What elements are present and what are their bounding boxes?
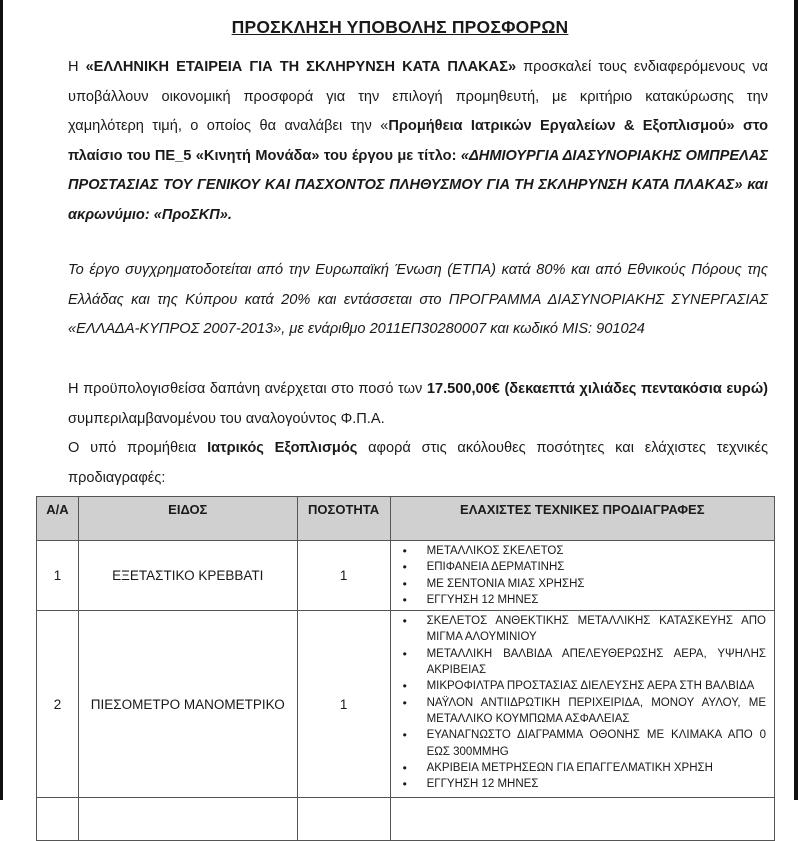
item-quantity [297, 798, 390, 841]
spec-item: • ΜΕ ΣΕΝΤΟΝΙΑ ΜΙΑΣ ΧΡΗΣΗΣ [401, 576, 766, 592]
budget-amount: 17.500,00€ (δεκαεπτά χιλιάδες πεντακόσια ευρώ) [426, 381, 769, 397]
column-header-item: ΕΙΔΟΣ [78, 497, 297, 541]
spec-item: • ΝΑΫΛΟΝ ΑΝΤΙΙΔΡΩΤΙΚΗ ΠΕΡΙΧΕΙΡΙΔΑ, ΜΟΝΟΥ ΑΥΛΟΥ, ΜΕ ΜΕΤΑΛΛΙΚΟ ΚΟΥΜΠΩΜΑ ΑΣΦΑΛΕΙΑΣ [401, 695, 766, 728]
item-name: ΠΙΕΣΟΜΕΤΡΟ ΜΑΝΟΜΕΤΡΙΚΟ [78, 611, 297, 798]
paragraph-line: Το έργο συγχρηματοδοτείται από την Ευρωπαϊκή Ένωση (ΕΤΠΑ) κατά 80% και από Εθνικούς Πόρους της [68, 262, 768, 278]
spec-item: • ΕΠΙΦΑΝΕΙΑ ΔΕΡΜΑΤΙΝΗΣ [401, 559, 766, 575]
funding-paragraph [68, 256, 768, 345]
paragraph-line: Ο υπό προμήθεια Ιατρικός Εξοπλισμός αφορά στις ακόλουθες ποσότητες και ελάχιστες τεχνικές [68, 440, 769, 456]
spec-item: • ΜΕΤΑΛΛΙΚΟΣ ΣΚΕΛΕΤΟΣ [401, 543, 766, 559]
page-title: ΠΡΟΣΚΛΗΣΗ ΥΠΟΒΟΛΗΣ ΠΡΟΣΦΟΡΩΝ [231, 17, 569, 37]
paragraph-line: προδιαγραφές: [68, 469, 166, 486]
project-acronym: ακρωνύμιο: «ΠροΣΚΠ». [68, 206, 232, 223]
item-quantity: 1 [297, 611, 390, 798]
spec-item: • ΑΚΡΙΒΕΙΑ ΜΕΤΡΗΣΕΩΝ ΓΙΑ ΕΠΑΓΓΕΛΜΑΤΙΚΗ ΧΡΗΣΗ [401, 760, 766, 776]
paragraph-line: Η προϋπολογισθείσα δαπάνη ανέρχεται στο ποσό των 17.500,00€ (δεκαεπτά χιλιάδες πεντακόσια ευρώ) [68, 381, 769, 397]
paragraph-line: ΠΡΟΣΤΑΣΙΑΣ ΤΟΥ ΓΕΝΙΚΟΥ ΚΑΙ ΠΑΣΧΟΝΤΟΣ ΠΛΗΘΥΣΜΟΥ ΓΙΑ ΤΗ ΣΚΛΗΡΥΝΣΗ ΚΑΤΑ ΠΛΑΚΑΣ» και [68, 177, 768, 193]
specifications-table [36, 496, 775, 841]
invitation-paragraph [68, 53, 768, 230]
page-edge-right [794, 0, 798, 800]
paragraph-line: πλαίσιο του ΠΕ_5 «Κινητή Μονάδα» του έργου με τίτλο: «ΔΗΜΙΟΥΡΓΙΑ ΔΙΑΣΥΝΟΡΙΑΚΗΣ ΟΜΠΡΕΛΑΣ [68, 147, 768, 164]
budget-paragraph [68, 375, 768, 493]
paragraph-line [68, 201, 768, 231]
paragraph-line: Ελλάδας και της Κύπρου κατά 20% και εντάσσεται στο ΠΡΟΓΡΑΜΜΑ ΔΙΑΣΥΝΟΡΙΑΚΗΣ ΣΥΝΕΡΓΑΣΙΑΣ [68, 291, 768, 308]
column-header-specifications: ΕΛΑΧΙΣΤΕΣ ΤΕΧΝΙΚΕΣ ΠΡΟΔΙΑΓΡΑΦΕΣ [390, 497, 774, 541]
spec-item: • ΜΕΤΑΛΛΙΚΗ ΒΑΛΒΙΔΑ ΑΠΕΛΕΥΘΕΡΩΣΗΣ ΑΕΡΑ, ΥΨΗΛΗΣ ΑΚΡΙΒΕΙΑΣ [401, 646, 766, 679]
item-name: ΕΞΕΤΑΣΤΙΚΟ ΚΡΕΒΒΑΤΙ [78, 541, 297, 611]
row-number [37, 798, 79, 841]
equipment-label: Ιατρικός Εξοπλισμός [207, 440, 358, 456]
column-header-aa: Α/Α [37, 497, 79, 541]
paragraph-line: χαμηλότερη τιμή, ο οποίος θα αναλάβει την «Προμήθεια Ιατρικών Εργαλείων & Εξοπλισμού» στο [68, 118, 768, 134]
project-title: «ΔΗΜΙΟΥΡΓΙΑ ΔΙΑΣΥΝΟΡΙΑΚΗΣ ΟΜΠΡΕΛΑΣ [460, 147, 768, 164]
table-row [37, 541, 775, 611]
spec-item: • ΕΓΓΥΗΣΗ 12 ΜΗΝΕΣ [401, 776, 766, 792]
row-number: 1 [37, 541, 79, 611]
item-specifications [390, 611, 774, 798]
spec-list [401, 613, 766, 792]
table-row [37, 798, 775, 841]
paragraph-line: υποβάλλουν οικονομική προσφορά για την επιλογή προμηθευτή, με κριτήριο κατακύρωσης την [68, 88, 768, 105]
item-specifications [390, 541, 774, 611]
table-header-row [37, 497, 775, 541]
spec-item: • ΣΚΕΛΕΤΟΣ ΑΝΘΕΚΤΙΚΗΣ ΜΕΤΑΛΛΙΚΗΣ ΚΑΤΑΣΚΕΥΗΣ ΑΠΟ ΜΙΓΜΑ ΑΛΟΥΜΙΝΙΟΥ [401, 613, 766, 646]
spec-list [401, 543, 766, 608]
paragraph-line: «ΕΛΛΑΔΑ-ΚΥΠΡΟΣ 2007-2013», με ενάριθμο 2011ΕΠ30280007 και κωδικό MIS: 901024 [68, 321, 645, 337]
organization-name: «ΕΛΛΗΝΙΚΗ ΕΤΑΙΡΕΙΑ ΓΙΑ ΤΗ ΣΚΛΗΡΥΝΣΗ ΚΑΤΑ ΠΛΑΚΑΣ» [85, 59, 517, 75]
procurement-subject: Προμήθεια Ιατρικών Εργαλείων & Εξοπλισμού» στο [388, 118, 768, 134]
page-edge-left [0, 0, 3, 800]
item-specifications [390, 798, 774, 841]
row-number: 2 [37, 611, 79, 798]
spec-item: • ΕΥΑΝΑΓΝΩΣΤΟ ΔΙΑΓΡΑΜΜΑ ΟΘΟΝΗΣ ΜΕ ΚΛΙΜΑΚΑ ΑΠΟ 0 ΕΩΣ 300MMHG [401, 727, 766, 760]
spec-item: • ΕΓΓΥΗΣΗ 12 ΜΗΝΕΣ [401, 592, 766, 608]
paragraph-line: συμπεριλαμβανομένου του αναλογούντος Φ.Π.Α. [68, 410, 385, 427]
paragraph-line: Η «ΕΛΛΗΝΙΚΗ ΕΤΑΙΡΕΙΑ ΓΙΑ ΤΗ ΣΚΛΗΡΥΝΣΗ ΚΑΤΑ ΠΛΑΚΑΣ» προσκαλεί τους ενδιαφερόμενους να [68, 59, 768, 75]
table-row [37, 611, 775, 798]
spec-item: • ΜΙΚΡΟΦΙΛΤΡΑ ΠΡΟΣΤΑΣΙΑΣ ΔΙΕΛΕΥΣΗΣ ΑΕΡΑ ΣΤΗ ΒΑΛΒΙΔΑ [401, 678, 766, 694]
item-quantity: 1 [297, 541, 390, 611]
item-name [78, 798, 297, 841]
column-header-quantity: ΠΟΣΟΤΗΤΑ [297, 497, 390, 541]
